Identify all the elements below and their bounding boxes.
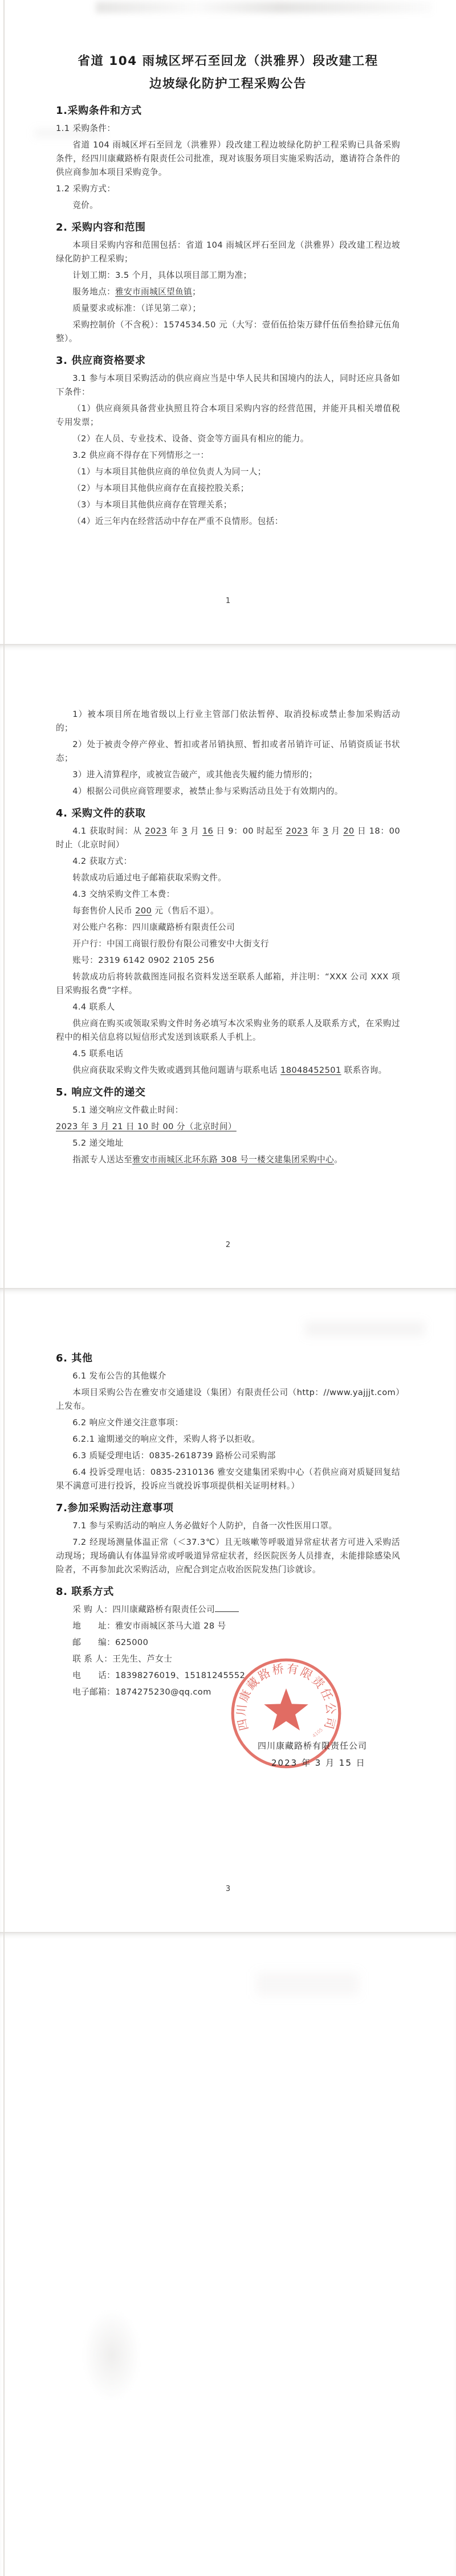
section-heading [56,1585,400,1599]
text-run: 2023 [145,826,167,836]
text-line [56,482,400,495]
text-run: 6.3 质疑受理电话：0835-2618739 路桥公司采购部 [72,1451,276,1461]
text-run: 3. 供应商资格要求 [56,355,146,367]
section-heading [56,1501,400,1516]
page-4 [0,1932,456,2576]
text-run: 雅安市雨城区望鱼镇 [115,287,193,297]
text-run: 2023 年 3 月 21 日 10 时 00 分（北京时间） [56,1122,237,1131]
text-run: 6.4 投诉受理电话：0835-2310136 雅安交建集团采购中心（若供应商对质疑回复结果不满意可进行投诉，投诉应当就投诉事项提供相关证明材料。） [56,1467,400,1491]
page-1-content [0,0,456,528]
text-run: 4.2 获取方式： [72,856,132,866]
text-run: 4）根据公司供应商管理要求，被禁止参与采购活动且处于有效期内的。 [72,786,343,796]
text-run: 3.1 参与本项目采购活动的供应商应当是中华人民共和国境内的法人，同时还应具备如下条件： [56,374,400,397]
text-run: 元（售后不退）。 [152,906,219,916]
text-run: 20 [343,826,355,836]
text-line [56,122,400,136]
text-run: 6.2.1 逾期递交的响应文件，采购人将予以拒收。 [72,1434,260,1444]
text-line [56,1137,400,1150]
text-line [56,1000,400,1014]
section-heading [56,354,400,368]
text-run: ； [192,287,201,297]
text-line [56,1636,400,1650]
text-line [56,1153,400,1167]
document-title-line [56,73,400,96]
text-run: 供应商获取采购文件失败或遇到其他问题请与联系电话 [72,1065,281,1075]
text-run: 省道 104 雨城区坪石至回龙（洪雅界）段改建工程 [78,54,378,68]
text-run: 月 [187,826,202,836]
text-run: 8. 联系方式 [56,1586,114,1598]
text-run: （4）近三年内在经营活动中存在严重不良情形。包括： [72,516,283,526]
document-title-line [56,50,400,73]
text-line [56,1466,400,1493]
text-run: 开户行：中国工商银行股份有限公司雅安中大街支行 [72,939,270,949]
section-heading [56,806,400,821]
text-run: 1.2 采购方式： [56,184,116,194]
text-run: 本项目采购公告在雅安市交通建设（集团）有限责任公司（http：//www.yajjjt.com）上发布。 [56,1388,400,1411]
text-line [56,239,400,266]
text-line [56,937,400,951]
page-number: 1 [225,597,231,605]
text-run: 对公账户名称：四川康藏路桥有限责任公司 [72,922,235,932]
text-line [56,199,400,212]
text-run: 2）处于被责令停产停业、暂扣或者吊销执照、暂扣或者吊销许可证、吊销资质证书状态； [56,740,400,763]
text-run: 7.参加采购活动注意事项 [56,1502,174,1514]
text-run: 5.2 递交地址 [72,1138,124,1148]
text-run: 5. 响应文件的递交 [56,1086,146,1098]
text-run: 1.采购条件和方式 [56,105,142,117]
text-line [56,1519,400,1533]
text-run: 7.2 经现场测量体温正常（＜37.3℃）且无咳嗽等呼吸道异常症状者方可进入采购活动现场；现场确认有体温异常或呼吸道异常症状者，经医院医务人员排查，未能排除感染风险者，不再参加此次采购活动，应配合到定点收治医院发热门诊就诊。 [56,1537,400,1574]
text-run: 边坡绿化防护工程采购公告 [149,77,307,91]
text-run: （3）与本项目其他供应商存在管理关系； [72,500,232,510]
section-heading [56,104,400,118]
text-run: 1）被本项目所在地省级以上行业主管部门依法暂停、取消投标或禁止参加采购活动的； [56,709,400,733]
section-heading [56,220,400,235]
text-line [56,465,400,479]
page-3 [0,1288,456,1932]
text-run: 日 9：00 时起至 [213,826,286,836]
text-run: 服务地点： [72,287,116,297]
text-run: 3）进入清算程序，或被宣告破产，或其他丧失履约能力情形的； [72,770,317,780]
text-line [56,449,400,462]
text-line [56,498,400,512]
text-run: 2023 [286,826,308,836]
text-run: 1.1 采购条件： [56,124,116,133]
text-line [56,1536,400,1577]
text-run: 4.5 联系电话 [72,1049,124,1059]
text-line [56,738,400,765]
text-line [56,432,400,446]
text-run: 6.2 响应文件递交注意事项： [72,1418,184,1428]
text-line [56,1064,400,1077]
text-line [56,302,400,315]
text-run: 3.2 供应商不得存在下列情形之一： [72,450,209,460]
scan-left-edge [3,0,5,2576]
text-run: 200 [135,906,152,916]
text-run: 供应商在购买或领取采购文件时务必填写本次采购业务的联系人及联系方式，在采购过程中的相关信息将以短信形式发送到该联系人手机上。 [56,1019,400,1042]
seal-company-text: 四川康藏路桥有限责任公司 [234,1661,339,1732]
text-run: 4. 采购文件的获取 [56,807,146,819]
text-run: 雅安市雨城区北环东路 308 号一楼交建集团采购中心 [132,1155,335,1164]
text-line [56,182,400,196]
bleed-through-ghost-stamp [83,2310,140,2401]
seal-star-icon [264,1688,308,1730]
blank-underline [215,1603,239,1612]
text-line [56,269,400,282]
signature-company: 四川康藏路桥有限责任公司 [258,1741,368,1751]
text-line [56,285,400,299]
text-run: 电 话：18398276019、15181245552 [72,1671,246,1680]
text-run: 6.1 发布公告的其他媒介 [72,1371,166,1381]
text-line [56,402,400,429]
text-line [56,372,400,399]
text-line [56,954,400,967]
text-run: 4.1 获取时间：从 [72,826,145,836]
text-line [56,855,400,868]
text-run: 每套售价人民币 [72,906,136,916]
page-2 [0,644,456,1288]
signature-block [258,1737,367,1771]
text-run: （1）供应商须具备营业执照且符合本项目采购内容的经营范围，并能开具相关增值税专用发票； [56,404,400,427]
text-run: 。 [334,1155,343,1164]
text-run: 日 18：00 时止（北京时间） [56,826,401,850]
text-line [56,970,400,998]
page-1 [0,0,456,644]
page-2-content [0,645,456,1167]
text-run: 4.3 交纳采购文件工本费： [72,889,175,899]
text-line [56,1047,400,1061]
page-number: 2 [225,1241,231,1249]
text-run: 竞价。 [72,200,99,210]
text-run: 月 [328,826,344,836]
text-run: 计划工期：3.5 个月，具体以项目部工期为准； [72,270,252,280]
text-run: 3 [182,826,188,836]
text-run: 4.4 联系人 [72,1002,115,1012]
text-line [56,871,400,885]
text-line [56,1416,400,1430]
text-line [56,1603,400,1617]
text-run: 18048452501 [280,1065,341,1075]
text-line [56,1433,400,1446]
text-line [56,138,400,179]
text-line [56,708,400,735]
text-run: 账号：2319 6142 0902 2105 256 [72,955,215,965]
bleed-through-artifact [256,1972,359,1995]
page-number: 3 [225,1885,231,1893]
text-run: 联 系 人：王先生、芦女士 [72,1654,173,1664]
text-line [56,1104,400,1117]
text-line [56,318,400,346]
text-line [56,1386,400,1413]
text-line [56,1619,400,1633]
text-run: 本项目采购内容和范围包括：省道 104 雨城区坪石至回龙（洪雅界）段改建工程边坡绿化防护工程采购； [56,240,400,264]
text-run: （2）在人员、专业技术、设备、资金等方面具有相应的能力。 [72,434,309,444]
text-line [56,921,400,934]
text-line [56,785,400,798]
text-run: 转款成功后将转款截图连同报名资料发送至联系人邮箱，并注明：“XXX 公司 XXX 项目采购报名费”字样。 [56,972,400,995]
signature-date: 2023 年 3 月 15 日 [271,1758,366,1768]
text-run: 地 址：雅安市雨城区茶马大道 28 号 [72,1621,226,1631]
text-line [56,515,400,528]
text-line [56,904,400,918]
seal-serial-text: 4105 [311,1726,324,1739]
text-run: （2）与本项目其他供应商存在直接控股关系； [72,483,249,493]
text-line [56,888,400,901]
text-run: 年 [167,826,182,836]
text-line [56,1120,400,1134]
text-run: 采购控制价（不含税）：1574534.50 元（大写：壹佰伍拾柒万肆仟伍佰叁拾肆元伍角整）。 [56,320,400,343]
text-line [56,825,400,852]
text-line [56,1369,400,1383]
text-run: 转款成功后通过电子邮箱获取采购文件。 [72,873,227,883]
text-run: 年 [308,826,323,836]
section-heading [56,1351,400,1366]
text-run: 联系咨询。 [341,1065,387,1075]
text-run: 3 [323,826,329,836]
text-run: 16 [202,826,214,836]
text-run: 7.1 参与采购活动的响应人务必做好个人防护，自备一次性医用口罩。 [72,1521,337,1531]
text-run: （1）与本项目其他供应商的单位负责人为同一人； [72,467,266,477]
text-run: 2. 采购内容和范围 [56,221,146,233]
text-run: 省道 104 雨城区坪石至回龙（洪雅界）段改建工程边坡绿化防护工程采购已具备采购条件，经四川康藏路桥有限责任公司批准，现对该服务项目实施采购活动，邀请符合条件的供应商参加本项目采购竞争。 [56,140,400,177]
text-run: 6. 其他 [56,1352,93,1364]
page-3-content [0,1289,456,1699]
text-run: 质量要求或标准：（详见第二章）； [72,303,201,313]
text-run: 5.1 递交响应文件截止时间： [72,1105,184,1115]
text-run: 邮 编：625000 [72,1638,149,1647]
section-heading [56,1085,400,1100]
text-line [56,1449,400,1463]
text-run: 电子邮箱：1874275230@qq.com [72,1687,211,1697]
text-run: 采 购 人：四川康藏路桥有限责任公司 [72,1605,215,1614]
text-run: 指派专人送达至 [72,1155,133,1164]
text-line [56,768,400,782]
text-line [56,1017,400,1044]
